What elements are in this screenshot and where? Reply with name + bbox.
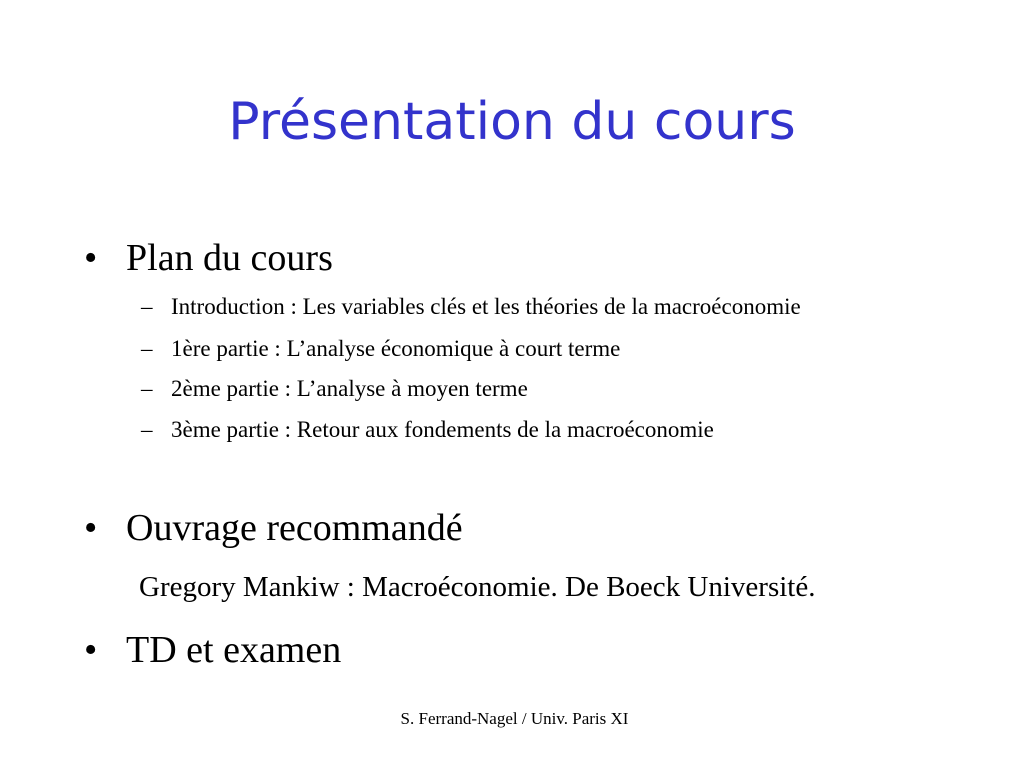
dash-icon: – xyxy=(141,417,153,442)
sub-bullet-label: Introduction : Les variables clés et les théories de la macroéconomie xyxy=(171,294,801,319)
sub-bullet-label: 2ème partie : L’analyse à moyen terme xyxy=(171,376,528,401)
bullet-icon: • xyxy=(84,237,98,279)
bullet-label: TD et examen xyxy=(126,629,342,671)
bullet-icon: • xyxy=(84,629,98,671)
dash-icon: – xyxy=(141,336,153,361)
dash-icon: – xyxy=(141,376,153,401)
slide-footer: S. Ferrand-Nagel / Univ. Paris XI xyxy=(400,709,629,728)
bullet-icon: • xyxy=(84,507,98,549)
dash-icon: – xyxy=(141,294,153,319)
slide-title: Présentation du cours xyxy=(228,92,796,152)
bullet-label: Ouvrage recommandé xyxy=(126,507,463,549)
book-reference: Gregory Mankiw : Macroéconomie. De Boeck Université. xyxy=(139,571,816,603)
sub-bullet-label: 1ère partie : L’analyse économique à court terme xyxy=(171,336,621,361)
bullet-label: Plan du cours xyxy=(126,237,333,279)
sub-bullet-label: 3ème partie : Retour aux fondements de la macroéconomie xyxy=(171,417,714,442)
